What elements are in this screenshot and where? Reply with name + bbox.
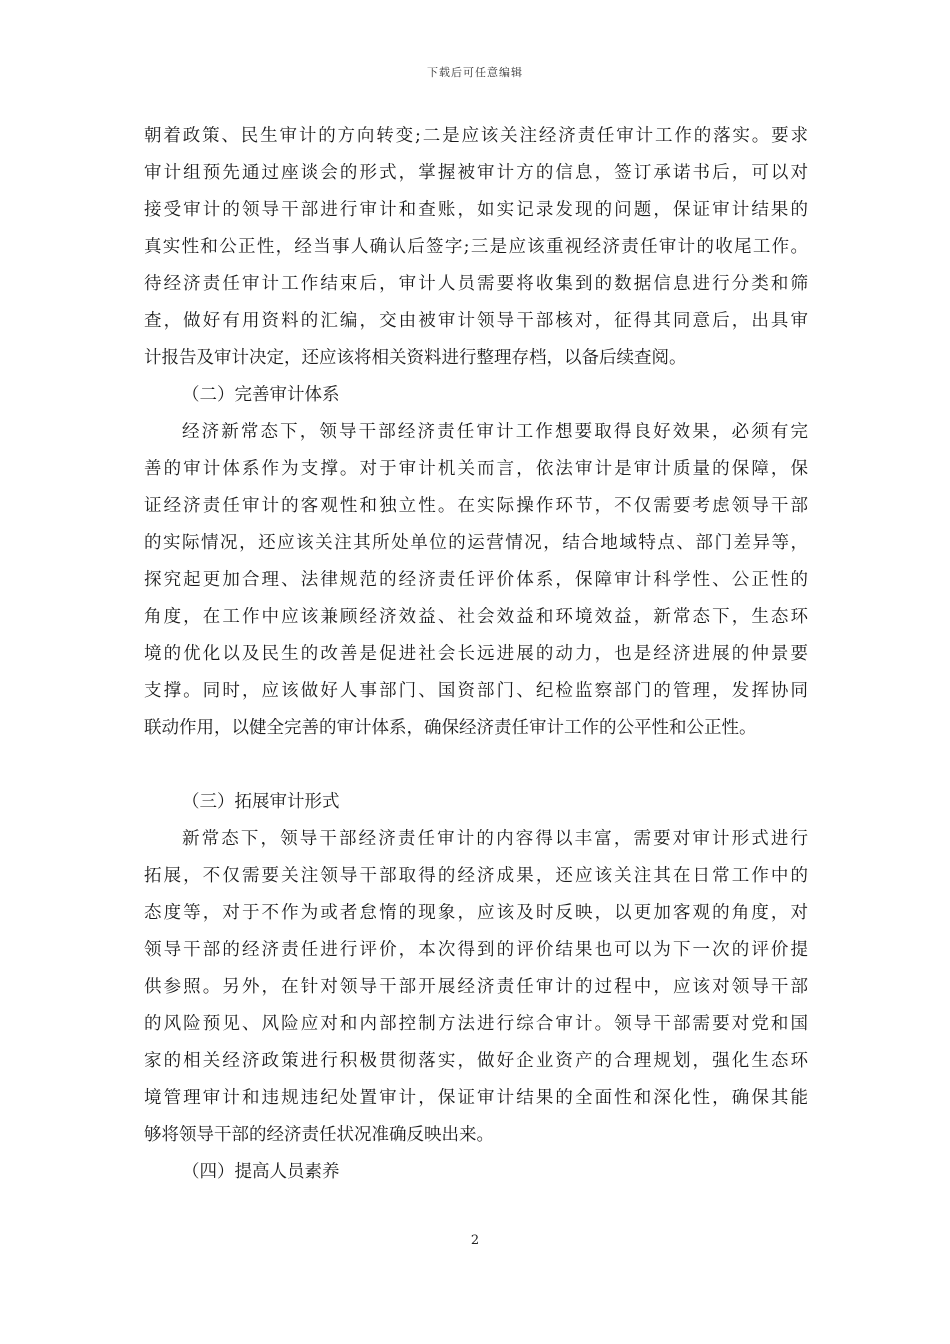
text-line: 经济新常态下，领导干部经济责任审计工作想要取得良好效果，必须有完 <box>182 422 808 442</box>
text-line: 待经济责任审计工作结束后，审计人员需要将收集到的数据信息进行分类和筛 <box>144 274 808 294</box>
text-line: 新常态下，领导干部经济责任审计的内容得以丰富，需要对审计形式进行 <box>182 829 808 849</box>
section-heading-4: （四）提高人员素养 <box>182 1162 340 1182</box>
page-number: 2 <box>470 1233 480 1248</box>
section-heading-2: （二）完善审计体系 <box>182 385 340 405</box>
text-line: 态度等，对于不作为或者怠惰的现象，应该及时反映，以更加客观的角度，对 <box>144 903 808 923</box>
page-header: 下载后可任意编辑 <box>427 66 523 79</box>
paragraph-3 <box>144 821 808 1154</box>
document-body <box>144 118 808 1191</box>
text-line: 够将领导干部的经济责任状况准确反映出来。 <box>144 1125 494 1145</box>
text-line: 联动作用，以健全完善的审计体系，确保经济责任审计工作的公平性和公正性。 <box>144 718 757 738</box>
text-line: 的风险预见、风险应对和内部控制方法进行综合审计。领导干部需要对党和国 <box>144 1014 808 1034</box>
text-line: 接受审计的领导干部进行审计和查账，如实记录发现的问题，保证审计结果的 <box>144 200 808 220</box>
text-line: 领导干部的经济责任进行评价，本次得到的评价结果也可以为下一次的评价提 <box>144 940 808 960</box>
text-line: 证经济责任审计的客观性和独立性。在实际操作环节，不仅需要考虑领导干部 <box>144 496 808 516</box>
blank-line <box>144 747 808 784</box>
text-line: 供参照。另外，在针对领导干部开展经济责任审计的过程中，应该对领导干部 <box>144 977 808 997</box>
text-line: 角度，在工作中应该兼顾经济效益、社会效益和环境效益，新常态下，生态环 <box>144 607 808 627</box>
text-line: 支撑。同时，应该做好人事部门、国资部门、纪检监察部门的管理，发挥协同 <box>144 681 808 701</box>
text-line: 拓展，不仅需要关注领导干部取得的经济成果，还应该关注其在日常工作中的 <box>144 866 808 886</box>
text-line: 境管理审计和违规违纪处置审计，保证审计结果的全面性和深化性，确保其能 <box>144 1088 808 1108</box>
text-line: 的实际情况，还应该关注其所处单位的运营情况，结合地域特点、部门差异等， <box>144 533 808 553</box>
text-line: 境的优化以及民生的改善是促进社会长远进展的动力，也是经济进展的仲景要 <box>144 644 808 664</box>
text-line: 真实性和公正性，经当事人确认后签字;三是应该重视经济责任审计的收尾工作。 <box>144 237 808 257</box>
section-heading-3: （三）拓展审计形式 <box>182 792 340 812</box>
paragraph-2 <box>144 414 808 747</box>
text-line: 朝着政策、民生审计的方向转变;二是应该关注经济责任审计工作的落实。要求 <box>144 126 808 146</box>
text-line: 善的审计体系作为支撑。对于审计机关而言，依法审计是审计质量的保障，保 <box>144 459 808 479</box>
paragraph-1 <box>144 118 808 377</box>
text-line: 查，做好有用资料的汇编，交由被审计领导干部核对，征得其同意后，出具审 <box>144 311 808 331</box>
text-line: 探究起更加合理、法律规范的经济责任评价体系，保障审计科学性、公正性的 <box>144 570 808 590</box>
text-line: 计报告及审计决定，还应该将相关资料进行整理存档，以备后续查阅。 <box>144 348 687 368</box>
text-line: 家的相关经济政策进行积极贯彻落实，做好企业资产的合理规划，强化生态环 <box>144 1051 808 1071</box>
text-line: 审计组预先通过座谈会的形式，掌握被审计方的信息，签订承诺书后，可以对 <box>144 163 808 183</box>
